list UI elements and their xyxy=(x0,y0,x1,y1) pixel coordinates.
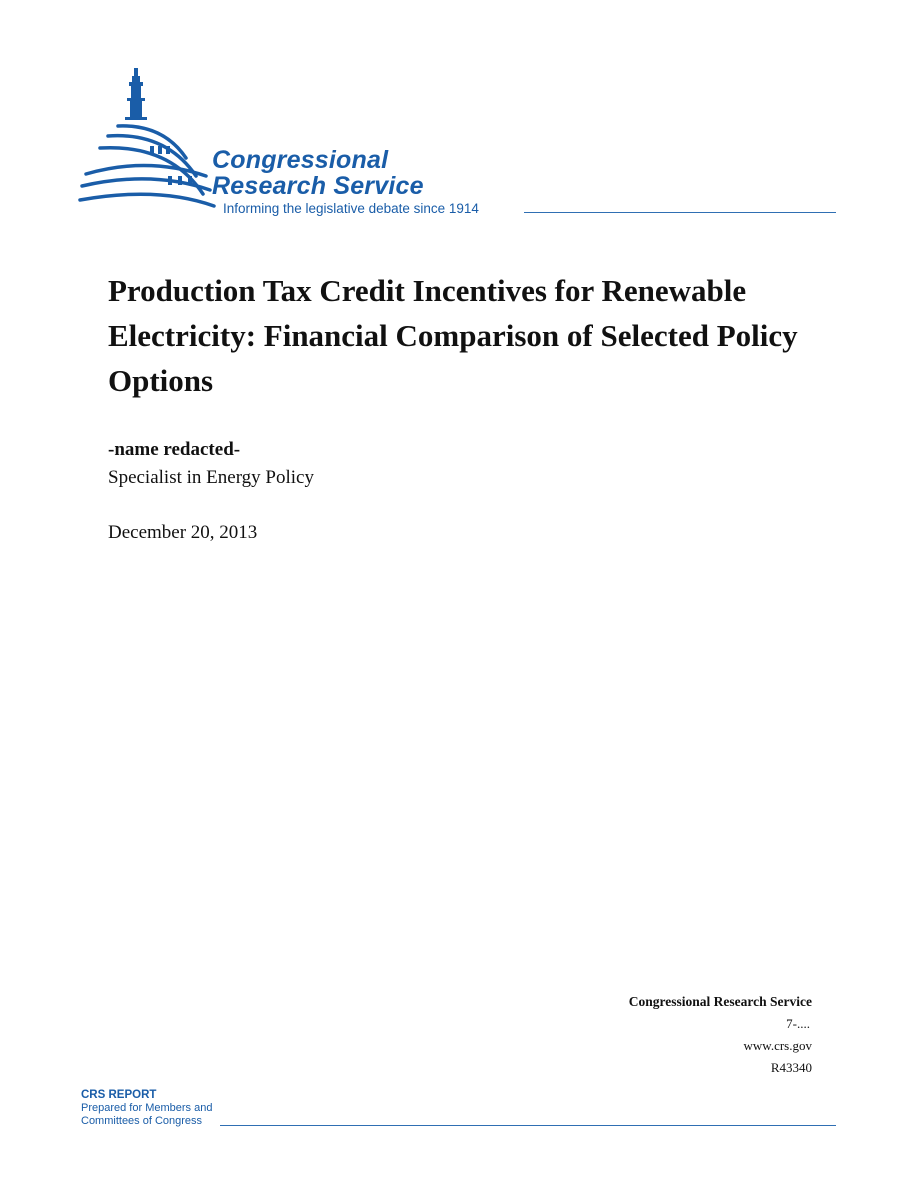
header-divider xyxy=(524,212,836,213)
contact-block xyxy=(629,991,812,1079)
contact-phone: 7-.... xyxy=(786,1016,810,1031)
capitol-dome-icon xyxy=(78,66,228,218)
author-title: Specialist in Energy Policy xyxy=(108,467,314,488)
report-date: December 20, 2013 xyxy=(108,522,258,543)
tagline: Informing the legislative debate since 1914 xyxy=(223,201,479,216)
org-name-line1: Congressional xyxy=(212,146,389,174)
footer-label: CRS REPORT xyxy=(81,1089,157,1101)
author-name: -name redacted- xyxy=(108,439,241,460)
footer-line2: Committees of Congress xyxy=(81,1115,203,1127)
contact-organization: Congressional Research Service xyxy=(628,994,812,1009)
footer-divider xyxy=(220,1125,836,1126)
footer-crs-report xyxy=(81,1089,212,1128)
contact-website[interactable]: www.crs.gov xyxy=(743,1038,812,1053)
report-title: Production Tax Credit Incentives for Renewable Electricity: Financial Comparison of Selected Policy Options xyxy=(108,273,798,398)
footer-line1: Prepared for Members and xyxy=(81,1102,213,1114)
org-name-line2: Research Service xyxy=(212,172,424,200)
report-number: R43340 xyxy=(770,1060,812,1075)
